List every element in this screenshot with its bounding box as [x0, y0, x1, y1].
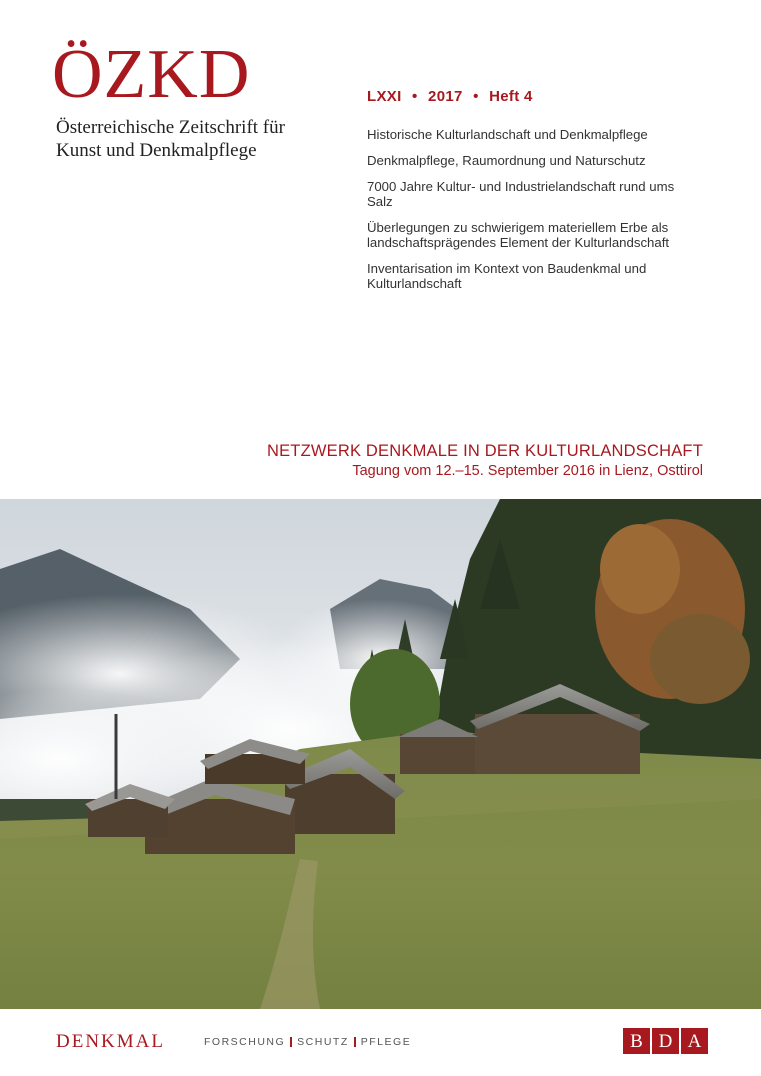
tag-separator [354, 1037, 356, 1047]
issue-info [367, 88, 533, 105]
publisher-logo [623, 1028, 708, 1054]
footer-tag: SCHUTZ [297, 1036, 349, 1048]
issue-theme [267, 441, 703, 481]
subtitle-line-2: Kunst und Denkmalpflege [56, 140, 257, 161]
publisher-letter: D [652, 1028, 679, 1054]
theme-subtitle: Tagung vom 12.–15. September 2016 in Lienz, Osttirol [352, 463, 703, 479]
toc-item: Überlegungen zu schwierigem materiellem Erbe als landschaftsprägendes Element der Kulturlandschaft [367, 220, 670, 250]
issue-volume: LXXI [367, 88, 402, 105]
publisher-letter: B [623, 1028, 650, 1054]
footer-brand: DENKMAL [56, 1031, 165, 1052]
toc-item: 7000 Jahre Kultur- und Industrielandschaft rund ums Salz [367, 179, 675, 209]
issue-separator: • [473, 88, 479, 105]
subtitle-line-1: Österreichische Zeitschrift für [56, 117, 285, 138]
cover-photo [0, 499, 761, 1009]
table-of-contents [367, 127, 697, 302]
toc-item: Historische Kulturlandschaft und Denkmalpflege [367, 127, 648, 142]
issue-number: Heft 4 [489, 88, 533, 105]
theme-title: NETZWERK DENKMALE IN DER KULTURLANDSCHAFT [266, 442, 703, 460]
tag-separator [290, 1037, 292, 1047]
alpine-huts-landscape-image [0, 499, 761, 1009]
toc-item: Denkmalpflege, Raumordnung und Naturschutz [367, 153, 646, 168]
footer-tags [204, 1036, 411, 1048]
publisher-letter: A [681, 1028, 708, 1054]
issue-year: 2017 [428, 88, 463, 105]
journal-subtitle [56, 116, 285, 162]
journal-logo: ÖZKD [52, 36, 251, 113]
toc-item: Inventarisation im Kontext von Baudenkmal und Kulturlandschaft [367, 261, 647, 291]
footer-tag: PFLEGE [360, 1036, 412, 1048]
footer-tag: FORSCHUNG [204, 1036, 286, 1048]
issue-separator: • [412, 88, 418, 105]
